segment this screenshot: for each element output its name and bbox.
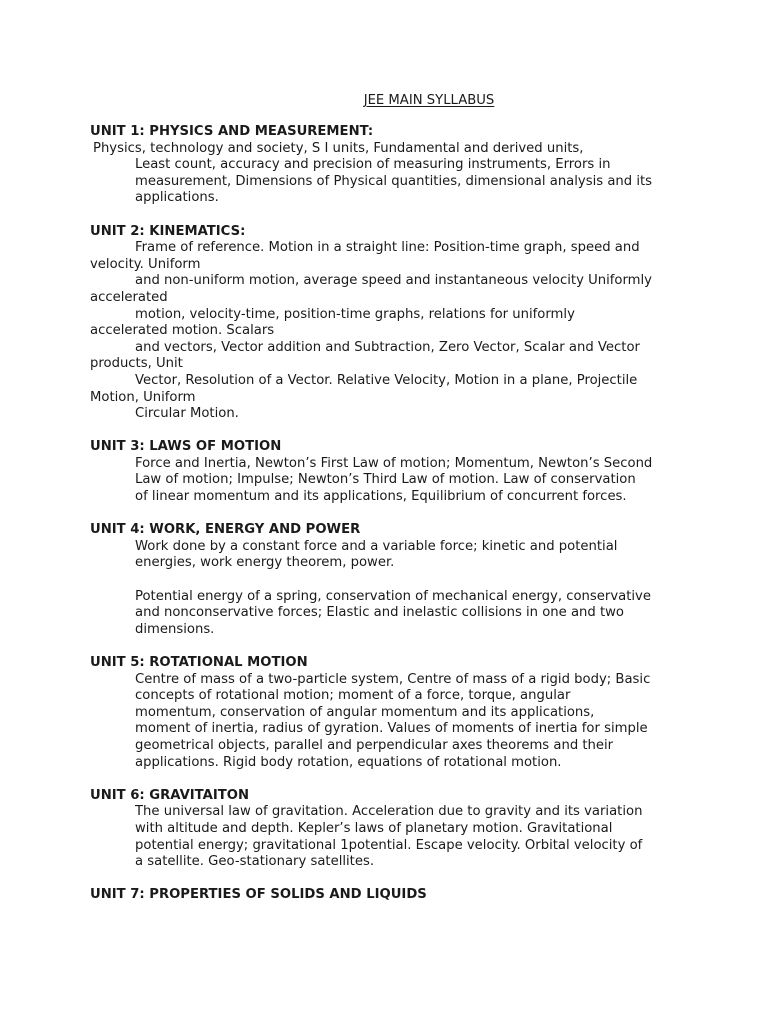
unit-text-line: and vectors, Vector addition and Subtraction, Zero Vector, Scalar and Vector [135, 339, 640, 355]
unit-text-line: Work done by a constant force and a variable force; kinetic and potential [135, 538, 618, 554]
unit-text-line: measurement, Dimensions of Physical quantities, dimensional analysis and its [135, 173, 653, 189]
unit-text-line: momentum, conservation of angular momentum and its applications, [135, 704, 595, 720]
unit-text-line: products, Unit [90, 356, 183, 372]
unit-heading: UNIT 5: ROTATIONAL MOTION [90, 655, 308, 670]
unit-section [90, 522, 690, 638]
syllabus-body [90, 124, 690, 921]
unit-text-line: motion, velocity-time, position-time graphs, relations for uniformly [135, 306, 575, 322]
unit-text-line: Least count, accuracy and precision of measuring instruments, Errors in [135, 157, 611, 173]
unit-heading: UNIT 4: WORK, ENERGY AND POWER [90, 522, 361, 538]
unit-heading: UNIT 1: PHYSICS AND MEASUREMENT: [90, 124, 374, 139]
unit-text-line: Circular Motion. [135, 406, 239, 422]
unit-text-line: with altitude and depth. Kepler’s laws of planetary motion. Gravitational [135, 820, 613, 836]
unit-text-line: and non-uniform motion, average speed and instantaneous velocity Uniformly [135, 273, 652, 289]
unit-section [90, 124, 690, 207]
unit-text-line: a satellite. Geo-stationary satellites. [135, 854, 375, 870]
unit-text-line: of linear momentum and its applications, Equilibrium of concurrent forces. [135, 489, 627, 505]
unit-text-line: accelerated [90, 289, 168, 305]
unit-text-line: moment of inertia, radius of gyration. Values of moments of inertia for simple [135, 721, 648, 737]
unit-section [90, 788, 690, 871]
unit-section [90, 439, 690, 505]
unit-text-line: applications. [135, 190, 219, 206]
unit-heading: UNIT 6: GRAVITAITON [90, 787, 250, 803]
unit-text-line: Law of motion; Impulse; Newton’s Third Law of motion. Law of conservation [135, 472, 636, 488]
unit-text-line: Motion, Uniform [90, 389, 196, 405]
unit-text-line: geometrical objects, parallel and perpendicular axes theorems and their [135, 737, 614, 753]
unit-heading: UNIT 2: KINEMATICS: [90, 223, 246, 239]
unit-text-line: Potential energy of a spring, conservation of mechanical energy, conservative [135, 588, 651, 604]
unit-text-line: potential energy; gravitational 1potential. Escape velocity. Orbital velocity of [135, 837, 643, 853]
unit-heading: UNIT 3: LAWS OF MOTION [90, 439, 282, 455]
unit-text-line: Vector, Resolution of a Vector. Relative Velocity, Motion in a plane, Projectile [135, 372, 638, 388]
unit-text-line: Frame of reference. Motion in a straight line: Position-time graph, speed and [135, 240, 640, 256]
unit-text-line: Physics, technology and society, S I units, Fundamental and derived units, [93, 140, 584, 156]
blank-line [90, 572, 690, 589]
unit-text-line: Centre of mass of a two-particle system, Centre of mass of a rigid body; Basic [135, 671, 651, 687]
unit-text-line: velocity. Uniform [90, 256, 201, 272]
unit-text-line: concepts of rotational motion; moment of a force, torque, angular [135, 688, 571, 704]
unit-text-line: and nonconservative forces; Elastic and inelastic collisions in one and two [135, 605, 624, 621]
document-title: JEE MAIN SYLLABUS [363, 93, 495, 108]
unit-section [90, 887, 690, 904]
unit-section [90, 655, 690, 771]
unit-text-line: applications. Rigid body rotation, equations of rotational motion. [135, 754, 562, 770]
unit-text-line: accelerated motion. Scalars [90, 323, 275, 339]
unit-section [90, 224, 690, 423]
unit-text-line: The universal law of gravitation. Acceleration due to gravity and its variation [135, 804, 643, 820]
unit-text-line: energies, work energy theorem, power. [135, 555, 395, 571]
unit-text-line: Force and Inertia, Newton’s First Law of motion; Momentum, Newton’s Second [135, 455, 653, 471]
unit-text-line: dimensions. [135, 621, 215, 637]
unit-heading: UNIT 7: PROPERTIES OF SOLIDS AND LIQUIDS [90, 887, 427, 903]
